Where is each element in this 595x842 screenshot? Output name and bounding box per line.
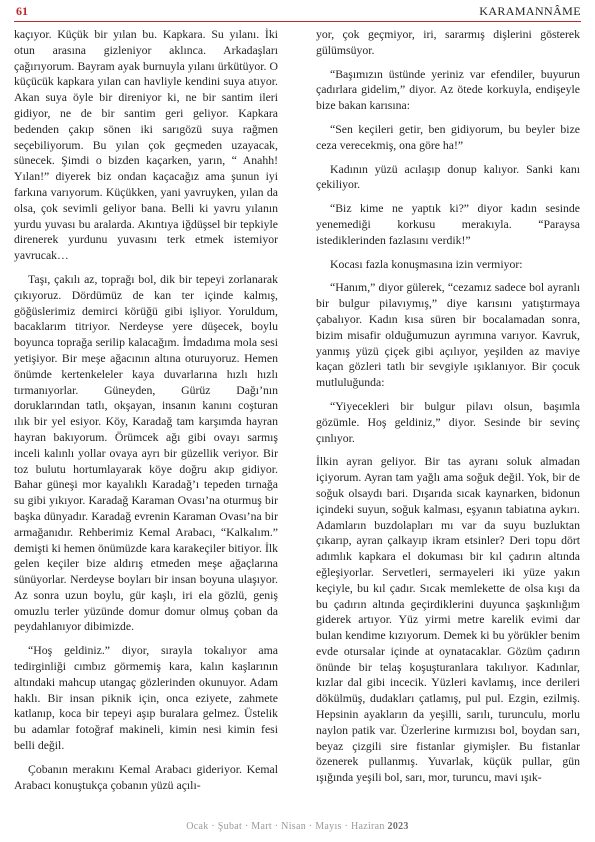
- header-rule: [14, 21, 581, 22]
- paragraph: Kadının yüzü acılaşıp donup kalıyor. Sanki kanı çekiliyor.: [316, 162, 580, 192]
- paragraph: İlkin ayran geliyor. Bir tas ayranı soluk almadan içiyorum. Ayran tam yağlı ama soğuk değil. Yok, bir de soğuk olsaydı bari. Dışarıda sıcak kaynarken, bidonun içindeki suyun, soğuk kalması, eşyanın tabiatına aykırı. Adamların buzdolapları mı var da suyu buzluktan çıkarıp, ayran çalkayıp ikram etsinler? Deri topu dört adımlık kapkara el dokuması bir kıl çadırın altında eğleşiyorlar. Servetleri, sermayeleri iki yüze yakın keçiyle, bu kıl çadır. Sıcak memlekette de olsa kışı da bu çadırın altında geçirdiklerini duyunca şaşkınlığım giderek artıyor. Yüz yirmi metre karelik evimi dar bulan kendime kızıyorum. Demek ki bu yörükler benim evde otursalar içinde at oynatacaklar. Gözüm çadırın önünde bir telaş koşuşturanlara takılıyor. Kadınlar, kızlar dal gibi incecik. Yüzleri kavlamış, ince derileri dökülmüş, dudakları çatlamış, pul pul. Ezgin, ezilmiş. Hepsinin ayakların da yeşilli, sarılı, turunculu, morlu naylon patik var. Üzerlerine kırmızısı bol, boydan sarı, beyaz çizgili sire fistanlar giymişler. Bu fistanlar özenerek pullanmış. Yuvarlak, küçük pullar, gün ışığında yeşili bol, sarı, mor, turuncu, mavi ışık-: [316, 455, 580, 785]
- paragraph: yor, çok geçmiyor, iri, sararmış dişlerini gösterek gülümsüyor.: [316, 28, 580, 57]
- paragraph: Taşı, çakılı az, toprağı bol, dik bir tepeyi zorlanarak çıkıyoruz. Dördümüz de kan ter içinde kalmış, göğüslerimiz demirci körüğü gibi işliyor. Yoruldum, bacaklarım titriyor. Nerdeyse yere düşecek, boylu boyunca toprağa serilip kalacağım. İmdadıma mola sesi yetişiyor. Bir meşe ağacının altına oturuyoruz. Hemen önümde kertenkeleler kaya duvarlarına hızlı hızlı tırmanıyorlar. Güneyden, Gürüz Dağı’nın doruklarından tatlı, okşayan, insanın kanını coşturan ılık bir yel esiyor. Köy, Karadağ tam karşımda hayran hayran bakıyorum. Örümcek ağı gibi ovayı sarmış inceli kalınlı yollar ovaya ayrı bir güzellik veriyor. Bir toz bulutu hortumlayarak köye doğru akıp gidiyor. Bahar güneşi mor kayalıklı Karadağ’ı tepeden tırnağa su gibi yıkıyor. Karadağ Karaman Ovası’na oturmuş bir başka dünyadır. Karadağ evrenin Karaman Ovası’na bir armağanıdır. Rehberimiz Kemal Arabacı, “Kalkalım.” demişti ki hemen önümüzde kara karakeçiler bitiyor. İlk gelen keçiler bize aldırış etmeden meşe ağaçlarına sünüyorlar. Nerdeyse boyları bir insan boyuna ulaşıyor. Az sonra uzun boylu, gür kaşlı, iri ela gözlü, geniş omuzlu terler yüzünde domur domur olmuş çoban da peydahlanıyor dibimizde.: [14, 272, 278, 634]
- paragraph: “Hanım,” diyor gülerek, “cezamız sadece bol ayranlı bir bulgur pilavıymış,” diye karısını yatıştırmaya çabalıyor. Kadın kısa süren bir bocalamadan sonra, bizim misafir olduğumuzun ayrımına varıyor. Kavruk, yanmış yüzü çiçek gibi açılıyor, yeşilden az maviye kaçan gözleri tatlı bir sevgiyle ışıklanıyor. Bir çocuk mutluluğunda:: [316, 281, 580, 390]
- right-column: [316, 27, 580, 794]
- paragraph: “Yiyecekleri bir bulgur pilavı olsun, başımla gözümle. Hoş geldiniz,” diyor. Sesinde bir sevinç çınlıyor.: [316, 399, 580, 445]
- paragraph: Kocası fazla konuşmasına izin vermiyor:: [330, 257, 523, 271]
- paragraph: “Sen keçileri getir, ben gidiyorum, bu beyler bize ceza verecekmiş, ona göre ha!”: [316, 122, 580, 152]
- paragraph: “Biz kime ne yaptık ki?” diyor kadın sesinde yenemediği korkusu merakıyla. “Paraysa istediklerinden fazlasını verdik!”: [316, 202, 580, 247]
- footer-year: 2023: [387, 821, 409, 832]
- paragraph: “Hoş geldiniz.” diyor, sırayla tokalıyor ama tedirginliği cımbız görmemiş kara, kalın kaşlarının altındaki mahcup utangaç gözlerinden okunuyor. Adam haklı. Bir insan piknik için, onca eziyete, zahmete katlanıp, koca bir tepeyi aşıp buralara gelmez. Üstelik bu adamlar fotoğraf makineli, kimin nesi kimin fesi belli değil.: [14, 644, 278, 753]
- left-column: [14, 27, 278, 801]
- journal-title: KARAMANNÂME: [479, 4, 581, 18]
- footer: [0, 821, 595, 832]
- footer-months: Ocak · Şubat · Mart · Nisan · Mayıs · Haziran: [186, 821, 385, 832]
- paragraph: “Başımızın üstünde yeriniz var efendiler, buyurun çadırlara gidelim,” diyor. Az ötede korkuyla, endişeyle bize bakan karısına:: [316, 67, 580, 113]
- page-number: 61: [16, 4, 28, 18]
- paragraph: Çobanın merakını Kemal Arabacı gideriyor. Kemal Arabacı konuştukça çobanın yüzü açılı-: [14, 762, 278, 792]
- paragraph: kaçıyor. Küçük bir yılan bu. Kapkara. Su yılanı. İki otun arasına gizleniyor aklınca. Arkadaşları çağırıyorum. Bayram ayak burnuyla yılanı ürkütüyor. O küçücük kapkara yılan can havliyle kendini suya atıyor. Akan suya öyle bir direniyor ki, ne bir santim ileri gidiyor, ne de bir santim geri geliyor. Kapkara bedenden çakıp sönen iki sarıgözü suya rağmen seçebiliyorum. Bu yılan çok geçmeden uzayacak, sünecek. Şimdi o bizden kaçarken, yarın, “ Anahh! Yılan!” diyerek biz ondan kaçacağız ama şunun iyi farkına varıyorum. Küçükken, yani yavruyken, yılan da olsa, çok sevimli geliyor bana. Belli ki yavru yılanın yurdu yuvası bu aralarda. Akıntıya iğdüşsel bir tepkiyle direnerek yurdunu yuvasını terk etmek istemiyor yavrucak…: [14, 28, 278, 263]
